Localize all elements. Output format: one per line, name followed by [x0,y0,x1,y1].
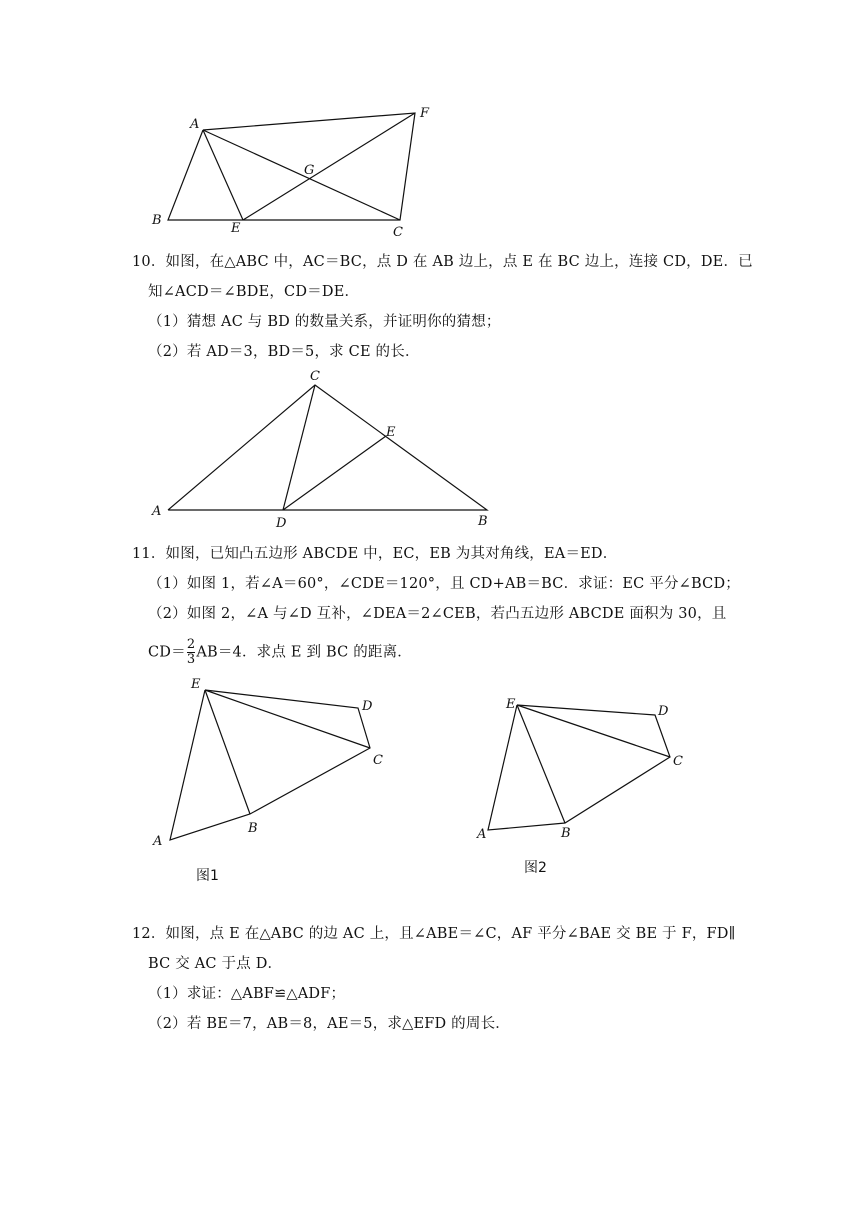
q12-part1: （1）求证：△ABF≌△ADF； [148,986,346,1002]
label-E: E [231,221,241,236]
q11-part2b [148,638,412,667]
q11-part2b-suffix: AB＝4．求点 E 到 BC 的距离． [196,644,413,661]
figure-q11-1 [170,690,370,840]
figure-caption-2: 图2 [524,860,547,876]
figure-caption-1: 图1 [196,868,219,884]
label-A: A [477,827,487,842]
q11-part1: （1）如图 1，若∠A＝60°，∠CDE＝120°，且 CD+AB＝BC．求证：EC 平分∠BCD； [148,576,740,592]
q12-line1: 12．如图，点 E 在△ABC 的边 AC 上，且∠ABE＝∠C，AF 平分∠BAE 交 BE 于 F，FD∥ [132,926,736,942]
figure-q10 [168,385,487,510]
label-C: C [373,753,383,768]
fraction-numerator: 2 [186,637,196,652]
label-A: A [153,834,163,849]
label-E: E [386,425,396,440]
q10-line2: 知∠ACD＝∠BDE，CD＝DE． [148,284,360,300]
label-C: C [393,225,403,240]
fraction [187,638,195,667]
label-F: F [420,106,430,121]
q11-part2b-prefix: CD＝ [148,644,186,661]
label-B: B [561,826,571,841]
q10-line1: 10．如图，在△ABC 中，AC＝BC，点 D 在 AB 边上，点 E 在 BC 边上，连接 CD，DE．已 [132,254,753,270]
label-B: B [478,514,488,529]
fraction-denominator: 3 [186,652,196,667]
label-E: E [506,697,516,712]
label-A: A [190,117,200,132]
q12-part2: （2）若 BE＝7，AB＝8，AE＝5，求△EFD 的周长． [148,1016,510,1032]
label-D: D [276,516,287,531]
label-D: D [658,704,669,719]
label-C: C [310,369,320,384]
label-C: C [673,754,683,769]
figure-q11-2 [488,705,670,830]
label-A: A [152,504,162,519]
label-D: D [362,699,373,714]
q12-line2: BC 交 AC 于点 D． [148,956,283,972]
label-B: B [248,821,258,836]
label-E: E [191,677,201,692]
q11-line1: 11．如图，已知凸五边形 ABCDE 中，EC，EB 为其对角线，EA＝ED． [132,546,618,562]
q10-part2: （2）若 AD＝3，BD＝5，求 CE 的长． [148,344,420,360]
label-G: G [304,163,315,178]
label-B: B [152,213,162,228]
q10-part1: （1）猜想 AC 与 BD 的数量关系，并证明你的猜想； [148,314,501,330]
q11-part2: （2）如图 2，∠A 与∠D 互补，∠DEA＝2∠CEB，若凸五边形 ABCDE 面积为 30，且 [148,606,727,622]
